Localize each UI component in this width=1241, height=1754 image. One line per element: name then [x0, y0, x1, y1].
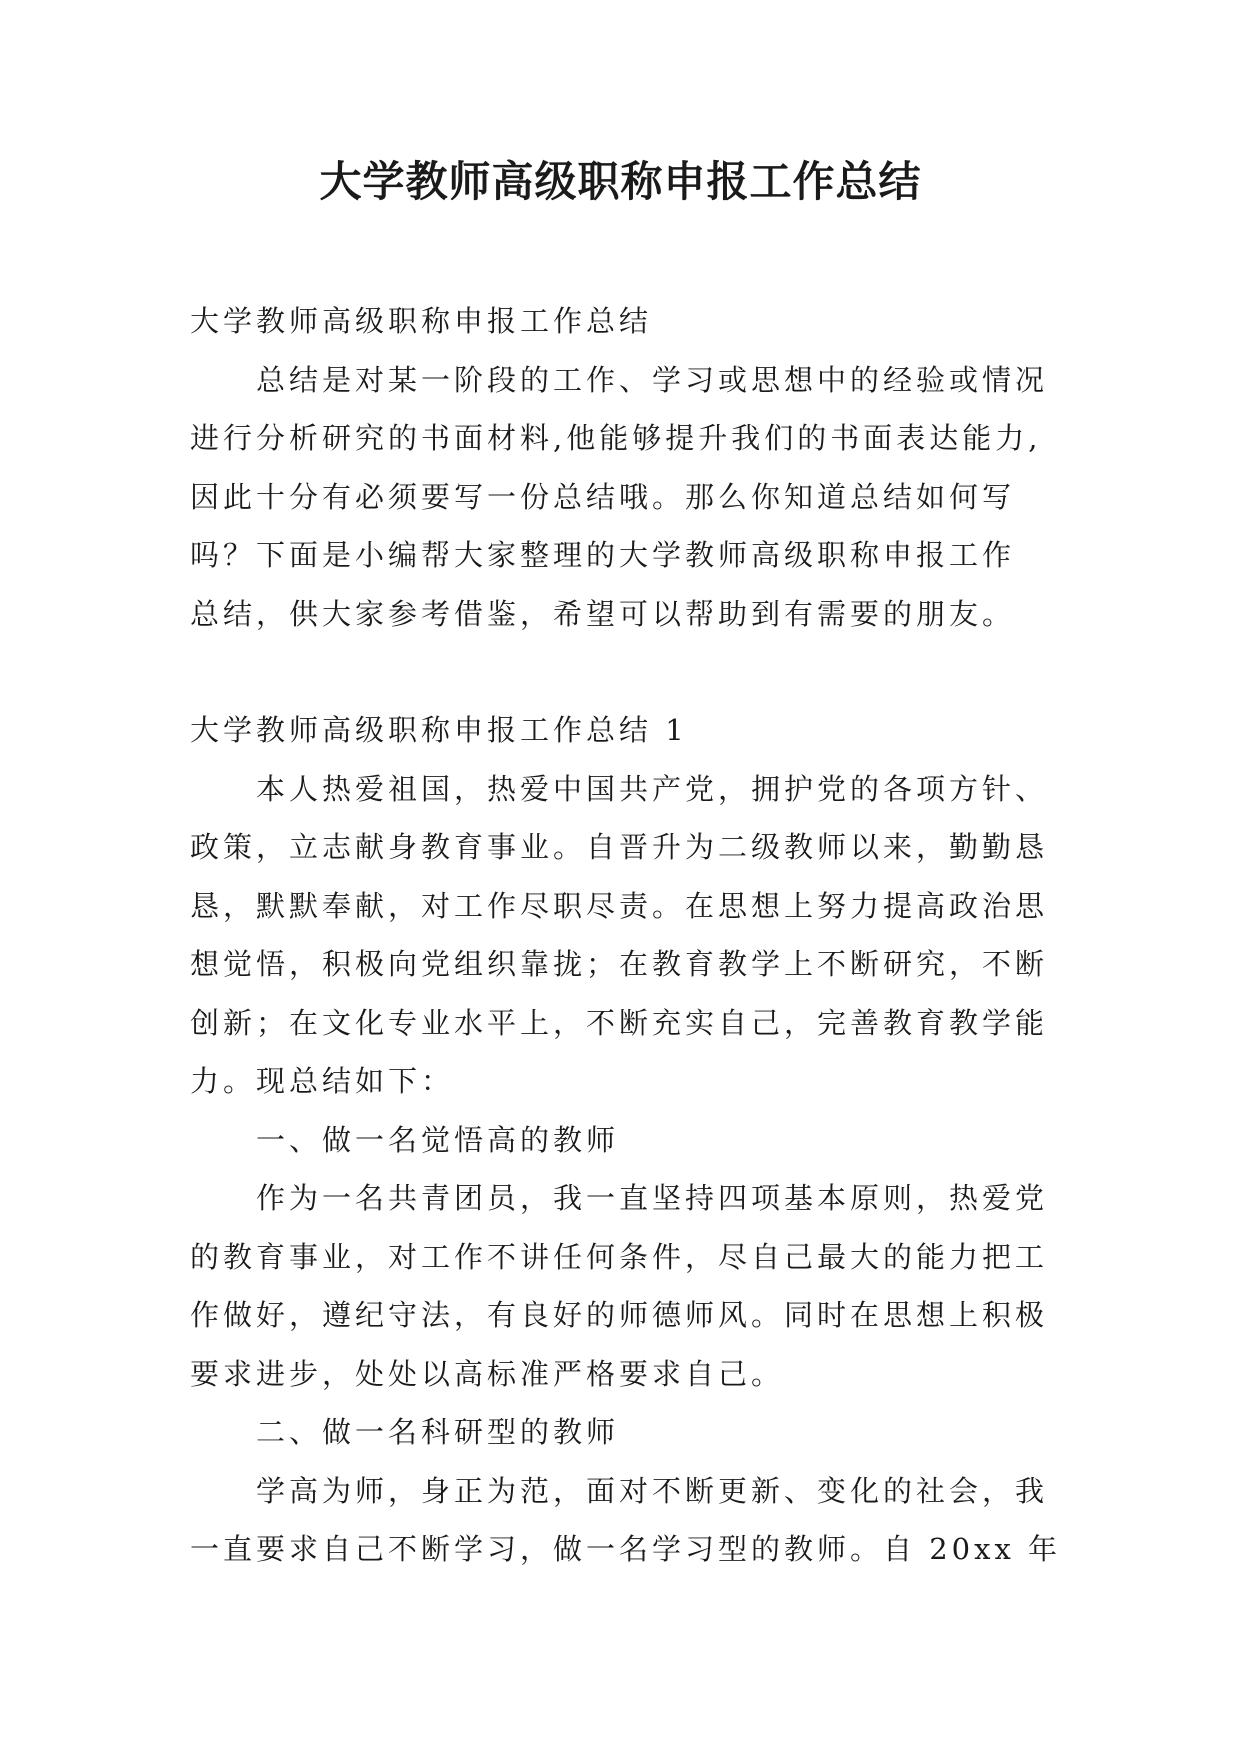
point-line: 要求进步，处处以高标准严格要求自己。 — [190, 1356, 785, 1391]
section-heading: 大学教师高级职称申报工作总结 1 — [190, 713, 688, 747]
document-title: 大学教师高级职称申报工作总结 — [319, 157, 922, 206]
point-line: 一直要求自己不断学习，做一名学习型的教师。自 20xx 年 — [190, 1532, 1062, 1566]
section-line: 本人热爱祖国，热爱中国共产党，拥护党的各项方针、 — [256, 771, 1049, 806]
section-line: 政策，立志献身教育事业。自晋升为二级教师以来，勤勤恳 — [190, 830, 1049, 864]
document-body — [190, 292, 1070, 1579]
intro-line: 进行分析研究的书面材料,他能够提升我们的书面表达能力, — [190, 421, 1042, 455]
point-line: 的教育事业，对工作不讲任何条件，尽自己最大的能力把工 — [190, 1239, 1049, 1274]
intro-line: 总结是对某一阶段的工作、学习或思想中的经验或情况 — [256, 362, 1049, 397]
point-line: 作做好，遵纪守法，有良好的师德师风。同时在思想上积极 — [190, 1298, 1049, 1332]
point-heading: 二、做一名科研型的教师 — [256, 1415, 620, 1449]
section-line: 力。现总结如下： — [190, 1064, 455, 1098]
point-heading: 一、做一名觉悟高的教师 — [256, 1122, 620, 1157]
intro-line: 吗？下面是小编帮大家整理的大学教师高级职称申报工作 — [190, 538, 1016, 572]
section-line: 创新；在文化专业水平上，不断充实自己，完善教育教学能 — [190, 1005, 1049, 1040]
section-line: 恳，默默奉献，对工作尽职尽责。在思想上努力提高政治思 — [190, 888, 1049, 923]
section-line: 想觉悟，积极向党组织靠拢；在教育教学上不断研究，不断 — [190, 947, 1049, 981]
intro-line: 因此十分有必须要写一份总结哦。那么你知道总结如何写 — [190, 479, 1016, 514]
point-line: 作为一名共青团员，我一直坚持四项基本原则，热爱党 — [256, 1181, 1049, 1215]
document-subtitle: 大学教师高级职称申报工作总结 — [190, 304, 653, 338]
paragraph-spacer — [190, 643, 1070, 701]
point-line: 学高为师，身正为范，面对不断更新、变化的社会，我 — [256, 1473, 1049, 1508]
intro-line: 总结，供大家参考借鉴，希望可以帮助到有需要的朋友。 — [190, 596, 1016, 631]
